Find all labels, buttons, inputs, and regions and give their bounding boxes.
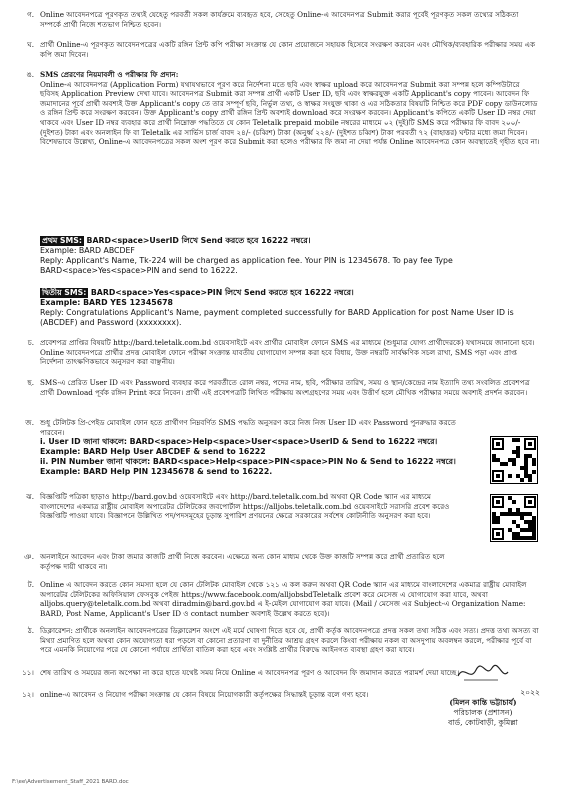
instruction-ja: জ. শুধু টেলিটক প্রি-পেইড মোবাইল ফোন হতে প্রার্থীগণ নিম্নবর্ণিত SMS পদ্ধতি অনুসরণ করে নিজ নিজ User ID এবং Password পুনরুদ্ধার করতে পারবেন। i. User ID জানা থাকলে: BARD<space>Help<space>User<space>UserID & Send to 16222 নম্বরে। Example: BARD Help User ABCDEF & send to 16222 ii. PIN Number জানা থাকলে: BARD<space>Help<space>PIN<space>PIN No & Send to 16222 নম্বরে। Example: BARD Help PIN 12345678 & send to 16222. (40, 418, 460, 477)
recover-pin: ii. PIN Number জানা থাকলে: BARD<space>Help<space>PIN<space>PIN No & Send to 16222 নম্বরে। (40, 457, 456, 467)
qr-module (528, 442, 532, 446)
qr-code-icon[interactable] (490, 494, 538, 542)
qr-module (532, 470, 536, 474)
recover-userid-example: Example: BARD Help User ABCDEF & send to 16222 (40, 447, 266, 457)
recover-userid: i. User ID জানা থাকলে: BARD<space>Help<space>User<space>UserID & Send to 16222 নম্বরে। (40, 437, 438, 447)
second-sms-example: Example: BARD YES 12345678 (40, 298, 173, 307)
qr-module (504, 462, 508, 466)
signature-block (418, 688, 548, 728)
recover-pin-example: Example: BARD Help PIN 12345678 & send to 16222. (40, 467, 273, 477)
instruction-chha: ছ. SMS-এ প্রেরিত User ID এবং Password ব্যবহার করে পরবর্তীতে রোল নম্বর, পদের নাম, ছবি, পরীক্ষার তারিখ, সময় ও স্থান/কেন্দ্রের নাম ইত্যাদি তথ্য সংবলিত প্রবেশপত্র প্রার্থী Download পূর্বক রঙ্গিন Print করে নিবেন। প্রার্থী এই প্রবেশপত্রটি লিখিত পরীক্ষায় অংশগ্রহণের সময় এবং উত্তীর্ণ হলে মৌখিক পরীক্ষার সময়ে অবশ্যই প্রদর্শন করবেন। (27, 378, 530, 397)
first-sms-example: Example: BARD ABCDEF (40, 246, 135, 255)
sms-second: দ্বিতীয় SMS: BARD<space>Yes<space>PIN লিখে Send করতে হবে 16222 নম্বরে। Example: BARD YES 12345678 Reply: Congratulations Applicant's Name, payment completed successfully for BARD Application for post Name User ID is (ABCDEF) and Password (xxxxxxxx). (40, 288, 540, 328)
instruction-11: ১১। শেষ তারিখ ও সময়ের জন্য অপেক্ষা না করে হাতে যথেষ্ট সময় নিয়ে Online এ আবেদনপত্র পূরণ ও আবেদন ফি জমাদান করতে পরামর্শ দেয়া যাচ্ছে। (22, 668, 460, 677)
qr-module (496, 520, 500, 524)
signatory-title: পরিচালক (প্রশাসন) (453, 708, 513, 717)
qr-module (516, 454, 520, 458)
qr-module (520, 478, 524, 482)
instruction-12: ১২। online-এ আবেদন ও নিয়োগ পরীক্ষা সংক্রান্ত যে কোন বিষয়ে নিয়োগকারী কর্তৃপক্ষের সিদ্ধান্তই চূড়ান্ত বলে গণ্য হবে। (22, 690, 369, 699)
qr-module (532, 536, 536, 540)
instruction-nya: ঞ. অনলাইনে আবেদন এবং টাকা জমার কাজটি প্রার্থী নিজে করবেন। এক্ষেত্রে অন্য কোন মাধ্যম থেকে উক্ত কাজটি সম্পন্ন করে প্রার্থী প্রতারিত হলে কর্তৃপক্ষ দায়ী থাকবে না। (24, 552, 445, 571)
qr-module (496, 474, 500, 478)
instruction-gha: ঘ. প্রার্থী Online-এ পূরণকৃত আবেদনপত্রের একটি রঙ্গিন প্রিন্ট কপি পরীক্ষা সংক্রান্ত যে কোন প্রয়োজনে সহায়ক হিসেবে সংরক্ষণ করবেন এবং মৌখিক/ব্যবহারিক পরীক্ষার সময় এক কপি জমা দিবেন। (27, 40, 536, 59)
instruction-cha: চ. প্রবেশপত্র প্রাপ্তির বিষয়টি http://bard.teletalk.com.bd ওয়েবসাইটে এবং প্রার্থীর মোবাইল ফোনে SMS এর মাধ্যমে (শুধুমাত্র যোগ্য প্রার্থীদেরকে) যথাসময়ে জানানো হবে। Online আবেদনপত্রে প্রার্থীর প্রদত্ত মোবাইল ফোনে পরীক্ষা সংক্রান্ত যাবতীয় যোগাযোগ সম্পন্ন করা হবে বিধায়, উক্ত নম্বরটি সার্বক্ষণিক সচল রাখা, SMS পড়া এবং প্রাপ্ত নির্দেশনা তাৎক্ষণিকভাবে অনুসরণ করা বাঞ্ছনীয়। (27, 338, 535, 367)
qr-module (496, 500, 500, 504)
second-sms-reply: Reply: Congratulations Applicant's Name, payment completed successfully for BARD Application for post Name User ID is (ABCDEF) and Password (xxxxxxxx). (40, 308, 514, 327)
instruction-ta: ট. Online এ আবেদন করতে কোন সমস্যা হলে যে কোন টেলিটক মোবাইল থেকে ১২১ এ কল করুন অথবা QR Code স্ক্যান এর মাধ্যমে বাংলাদেশের একমাত্র রাষ্ট্রীয় মোবাইল অপারেটর টেলিটকের অফিসিয়াল ফেসবুক পেইজ https://www.facebook.com/alljobsbdTeletalk প্রবেশ করে মেসেজ এ যোগাযোগ করা যাবে, অথবা alljobs.query@teletalk.com.bd অথবা diradmin@bard.gov.bd এ ই-মেইল যোগাযোগ করা যাবে। (Mail / মেসেজ এর Subject-এ Organization Name: BARD, Post Name, Applicant's User ID ও contact number অবশ্যই উল্লেখ করতে হবে)। (27, 580, 527, 618)
first-sms-reply: Reply: Applicant's Name, Tk-224 will be charged as application fee. Your PIN is 12345678. To pay fee Type BARD<space>Yes<space>PIN and send to 16222. (40, 256, 453, 275)
signature-icon (454, 660, 524, 686)
signatory-org: বার্ড, কোটবাড়ী, কুমিল্লা (448, 718, 518, 727)
instruction-sms-rules: ঙ. SMS প্রেরণের নিয়মাবলী ও পরীক্ষার ফি প্রদান: Online-এ আবেদনপত্র (Application Form) যথাযথভাবে পূরণ করে নির্দেশনা মতে ছবি এবং স্বাক্ষর upload করে আবেদনপত্র Submit করা সম্পন্ন হলে কম্পিউটারে ছবিসহ Application Preview দেখা যাবে। আবেদনপত্র Submit করা সম্পন্ন প্রার্থী একটি User ID, ছবি এবং স্বাক্ষরযুক্ত একটি Applicant's copy পাবেন। আবেদন ফি জমাদানের পূর্বে প্রার্থী অবশ্যই উক্ত Applicant's copy তে তার সম্পূর্ণ ছবি, নির্ভুল তথ্য, ও স্বাক্ষর সংযুক্ত থাকা ও এর সঠিকতার বিষয়টি নিশ্চিত করে PDF copy ডাউনলোড ও রঙ্গিন প্রিন্ট করে সংরক্ষণ করবেন। উক্ত Applicant's copy প্রার্থী রঙ্গিন প্রিন্ট অবশ্যই download করে সংরক্ষণ করবেন। Applicant's কপিতে একটি User ID নম্বর দেয়া থাকবে এবং User ID নম্বর ব্যবহার করে প্রার্থী নিম্নোক্ত পদ্ধতিতে যে কোন Teletalk prepaid mobile নম্বরের মাধ্যমে ০২ (দুই)টি SMS করে পরীক্ষার ফি বাবদ ২০০/- (দুইশত) টাকা এবং অনলাইন ফি বা Teletalk এর সার্ভিস চার্জ বাবদ ২৪/- (চব্বিশ) টাকা (অনুর্ধ্ব ২২৪/- (দুইশত চব্বিশ) টাকা পরবর্তী ৭২ (বাহাত্তর) ঘন্টার মধ্যে জমা দিবেন। বিশেষভাবে উল্লেখ্য, Online-এ আবেদনপত্রের সকল অংশ পূরণ করে Submit করা হলেও পরীক্ষার ফি জমা না দেয়া পর্যন্ত Online আবেদনপত্র কোন অবস্থাতেই গৃহীত হবে না। (26, 70, 540, 147)
instruction-declaration: ঠ. ডিক্লারেশন: প্রার্থীকে অনলাইন আবেদনপত্রের ডিক্লারেশন অংশে এই মর্মে ঘোষণা দিতে হবে যে, প্রার্থী কর্তৃক আবেদনপত্রে প্রদত্ত সকল তথ্য সঠিক এবং সত্য। প্রদত্ত তথ্য অসত্য বা মিথ্যা প্রমাণিত হলে অথবা কোন অযোগ্যতা ধরা পড়লে বা কোনো প্রতারণা বা দুর্নীতির আশ্রয় গ্রহণ করলে কিংবা পরীক্ষায় নকল বা অসদুপায় অবলম্বন করলে, পরীক্ষার পূর্বে বা পরে এমনকি নিয়োগের পরে যে কোনো পর্যায়ে প্রার্থিতা বাতিল করা হবে এবং সংশ্লিষ্ট প্রার্থীর বিরুদ্ধে আইনগত ব্যবস্থা গ্রহণ করা যাবে। (27, 626, 539, 655)
qr-module (508, 474, 512, 478)
qr-module (516, 438, 520, 442)
second-sms-label: দ্বিতীয় SMS: (42, 288, 87, 297)
qr-module (528, 500, 532, 504)
qr-module (496, 442, 500, 446)
qr-module (528, 478, 532, 482)
sms-rules-title: SMS প্রেরণের নিয়মাবলী ও পরীক্ষার ফি প্রদান: (40, 70, 179, 79)
instruction-jha: ঝ. বিজ্ঞপ্তিটি পত্রিকা ছাড়াও http://bard.gov.bd ওয়েবসাইটে এবং http://bard.teletalk.com.bd অথবা QR Code স্ক্যান এর মাধ্যমে বাংলাদেশের একমাত্র রাষ্ট্রীয় মোবাইল অপারেটর টেলিটকের জবপোর্টাল https://alljobs.teletalk.com.bd ওয়েবসাইটে সরাসরি প্রবেশ করেও বিজ্ঞপ্তিটি পাওয়া যাবে। বিজ্ঞাপনে উল্লিখিত পদ/পদসমূহের চূড়ান্ত সুপারিশ প্রণয়নের ক্ষেত্রে সরকারের সর্বশেষ কোটানীতি অনুসরণ করা হবে। (26, 492, 450, 521)
signatory-name: (মিলন কান্তি ভট্টাচার্য) (449, 698, 517, 707)
first-sms-label: প্রথম SMS: (42, 236, 83, 245)
file-path-footer: F:\ee\Advertisement_Staff_2021 BARD.doc (12, 779, 129, 785)
qr-module (512, 462, 516, 466)
qr-module (496, 532, 500, 536)
sms-first: প্রথম SMS: BARD<space>UserID লিখে Send করতে হবে 16222 নম্বরে। Example: BARD ABCDEF Reply: Applicant's Name, Tk-224 will be charged as application fee. Your PIN is 12345678. To pay fee Type BARD<space>Yes<space>PIN and send to 16222. (40, 236, 540, 276)
qr-module (532, 462, 536, 466)
sms-rules-body: Online-এ আবেদনপত্র (Application Form) যথাযথভাবে পূরণ করে নির্দেশনা মতে ছবি এবং স্বাক্ষর upload করে আবেদনপত্র Submit করা সম্পন্ন হলে কম্পিউটারে ছবিসহ Application Preview দেখা যাবে। আবেদনপত্র Submit করা সম্পন্ন প্রার্থী একটি User ID, ছবি এবং স্বাক্ষরযুক্ত একটি Applicant's copy পাবেন। আবেদন ফি জমাদানের পূর্বে প্রার্থী অবশ্যই উক্ত Applicant's copy তে তার সম্পূর্ণ ছবি, নির্ভুল তথ্য, ও স্বাক্ষর সংযুক্ত থাকা ও এর সঠিকতার বিষয়টি নিশ্চিত করে PDF copy ডাউনলোড ও রঙ্গিন প্রিন্ট করে সংরক্ষণ করবেন। উক্ত Applicant's copy প্রার্থী রঙ্গিন প্রিন্ট অবশ্যই download করে সংরক্ষণ করবেন। Applicant's কপিতে একটি User ID নম্বর দেয়া থাকবে এবং User ID নম্বর ব্যবহার করে প্রার্থী নিম্নোক্ত পদ্ধতিতে যে কোন Teletalk prepaid mobile নম্বরের মাধ্যমে ০২ (দুই)টি SMS করে পরীক্ষার ফি বাবদ ২০০/- (দুইশত) টাকা এবং অনলাইন ফি বা Teletalk এর সার্ভিস চার্জ বাবদ ২৪/- (চব্বিশ) টাকা (অনুর্ধ্ব ২২৪/- (দুইশত চব্বিশ) টাকা পরবর্তী ৭২ (বাহাত্তর) ঘন্টার মধ্যে জমা দিবেন। বিশেষভাবে উল্লেখ্য, Online-এ আবেদনপত্রের সকল অংশ পূরণ করে Submit করা হলেও পরীক্ষার ফি জমা না দেয়া পর্যন্ত Online আবেদনপত্র কোন অবস্থাতেই গৃহীত হবে না। (40, 79, 540, 147)
instruction-ga: গ. Online আবেদনপত্রে পূরণকৃত তথ্যই যেহেতু পরবর্তী সকল কার্যক্রমে ব্যবহৃত হবে, সেহেতু Online-এ আবেদনপত্র Submit করার পূর্বেই পূরণকৃত সকল তথ্যের সঠিকতা সম্পর্কে প্রার্থী নিজে শতভাগ নিশ্চিত হবেন। (27, 10, 519, 29)
qr-module (512, 500, 516, 504)
qr-code-icon[interactable] (490, 436, 538, 484)
signature-date: ২০২২ (520, 688, 540, 697)
